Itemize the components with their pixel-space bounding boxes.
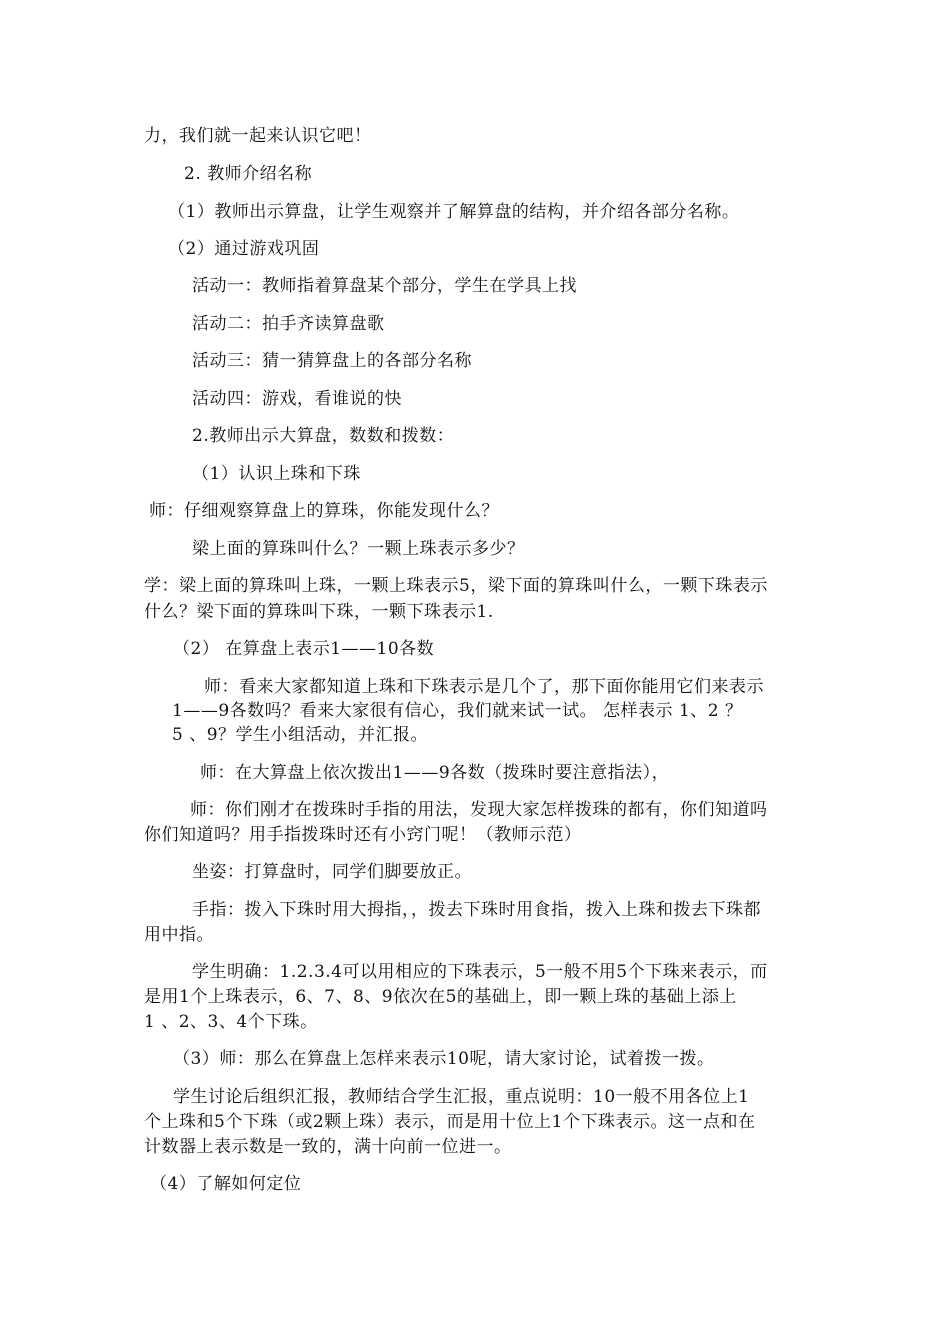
paragraph-line: （2） 在算盘上表示1——10各数 <box>173 639 435 659</box>
paragraph-line: 1——9各数吗？看来大家很有信心，我们就来试一试。 怎样表示 1、2 ？ <box>172 701 743 721</box>
paragraph-line: （1）教师出示算盘，让学生观察并了解算盘的结构，并介绍各部分名称。 <box>168 202 740 222</box>
paragraph-line: 活动一：教师指着算盘某个部分，学生在学具上找 <box>192 276 577 296</box>
paragraph-line: 手指：拨入下珠时用大拇指，，拨去下珠时用食指，拨入上珠和拨去下珠都 <box>192 900 761 920</box>
paragraph-line: 学生明确：1.2.3.4可以用相应的下珠表示，5一般不用5个下珠来表示，而 <box>192 962 768 982</box>
paragraph-line: 什么？梁下面的算珠叫下珠，一颗下珠表示1. <box>144 602 494 622</box>
paragraph-line: 是用1个上珠表示，6、7、8、9依次在5的基础上，即一颗上珠的基础上添上 <box>144 987 737 1007</box>
paragraph-line: 学生讨论后组织汇报，教师结合学生汇报，重点说明：10一般不用各位上1 <box>173 1087 750 1107</box>
paragraph-line: 师：仔细观察算盘上的算珠，你能发现什么？ <box>149 501 499 521</box>
paragraph-line: 个上珠和5个下珠（或2颗上珠）表示，而是用十位上1个下珠表示。这一点和在 <box>144 1112 756 1132</box>
paragraph-line: 师：你们刚才在拨珠时手指的用法，发现大家怎样拨珠的都有，你们知道吗 <box>190 800 768 820</box>
paragraph-line: 力，我们就一起来认识它吧！ <box>144 126 372 146</box>
paragraph-line: 活动二：拍手齐读算盘歌 <box>192 314 385 334</box>
paragraph-line: 活动三：猜一猜算盘上的各部分名称 <box>192 351 472 371</box>
paragraph-line: 2.教师出示大算盘，数数和拨数： <box>192 426 455 446</box>
paragraph-line: （3）师：那么在算盘上怎样来表示10呢，请大家讨论，试着拨一拨。 <box>173 1049 715 1069</box>
paragraph-line: 学：梁上面的算珠叫上珠，一颗上珠表示5，梁下面的算珠叫什么，一颗下珠表示 <box>144 576 768 596</box>
paragraph-line: 坐姿：打算盘时，同学们脚要放正。 <box>192 862 472 882</box>
paragraph-line: （1）认识上珠和下珠 <box>192 464 361 484</box>
paragraph-line: 梁上面的算珠叫什么？一颗上珠表示多少？ <box>192 539 525 559</box>
paragraph-line: 师：看来大家都知道上珠和下珠表示是几个了，那下面你能用它们来表示 <box>204 677 764 697</box>
paragraph-line: 1 、2、3、4个下珠。 <box>144 1012 318 1032</box>
paragraph-line: 活动四：游戏，看谁说的快 <box>192 389 402 409</box>
paragraph-line: （4）了解如何定位 <box>150 1174 302 1194</box>
paragraph-line: 计数器上表示数是一致的，满十向前一位进一。 <box>144 1137 512 1157</box>
paragraph-line: 2. 教师介绍名称 <box>184 164 313 184</box>
paragraph-line: 师：在大算盘上依次拨出1——9各数（拨珠时要注意指法）， <box>200 763 670 783</box>
paragraph-line: 5 、9？学生小组活动，并汇报。 <box>172 725 429 745</box>
paragraph-line: 你们知道吗？用手指拨珠时还有小窍门呢！（教师示范） <box>144 825 582 845</box>
paragraph-line: 用中指。 <box>144 925 214 945</box>
paragraph-line: （2）通过游戏巩固 <box>168 239 320 259</box>
